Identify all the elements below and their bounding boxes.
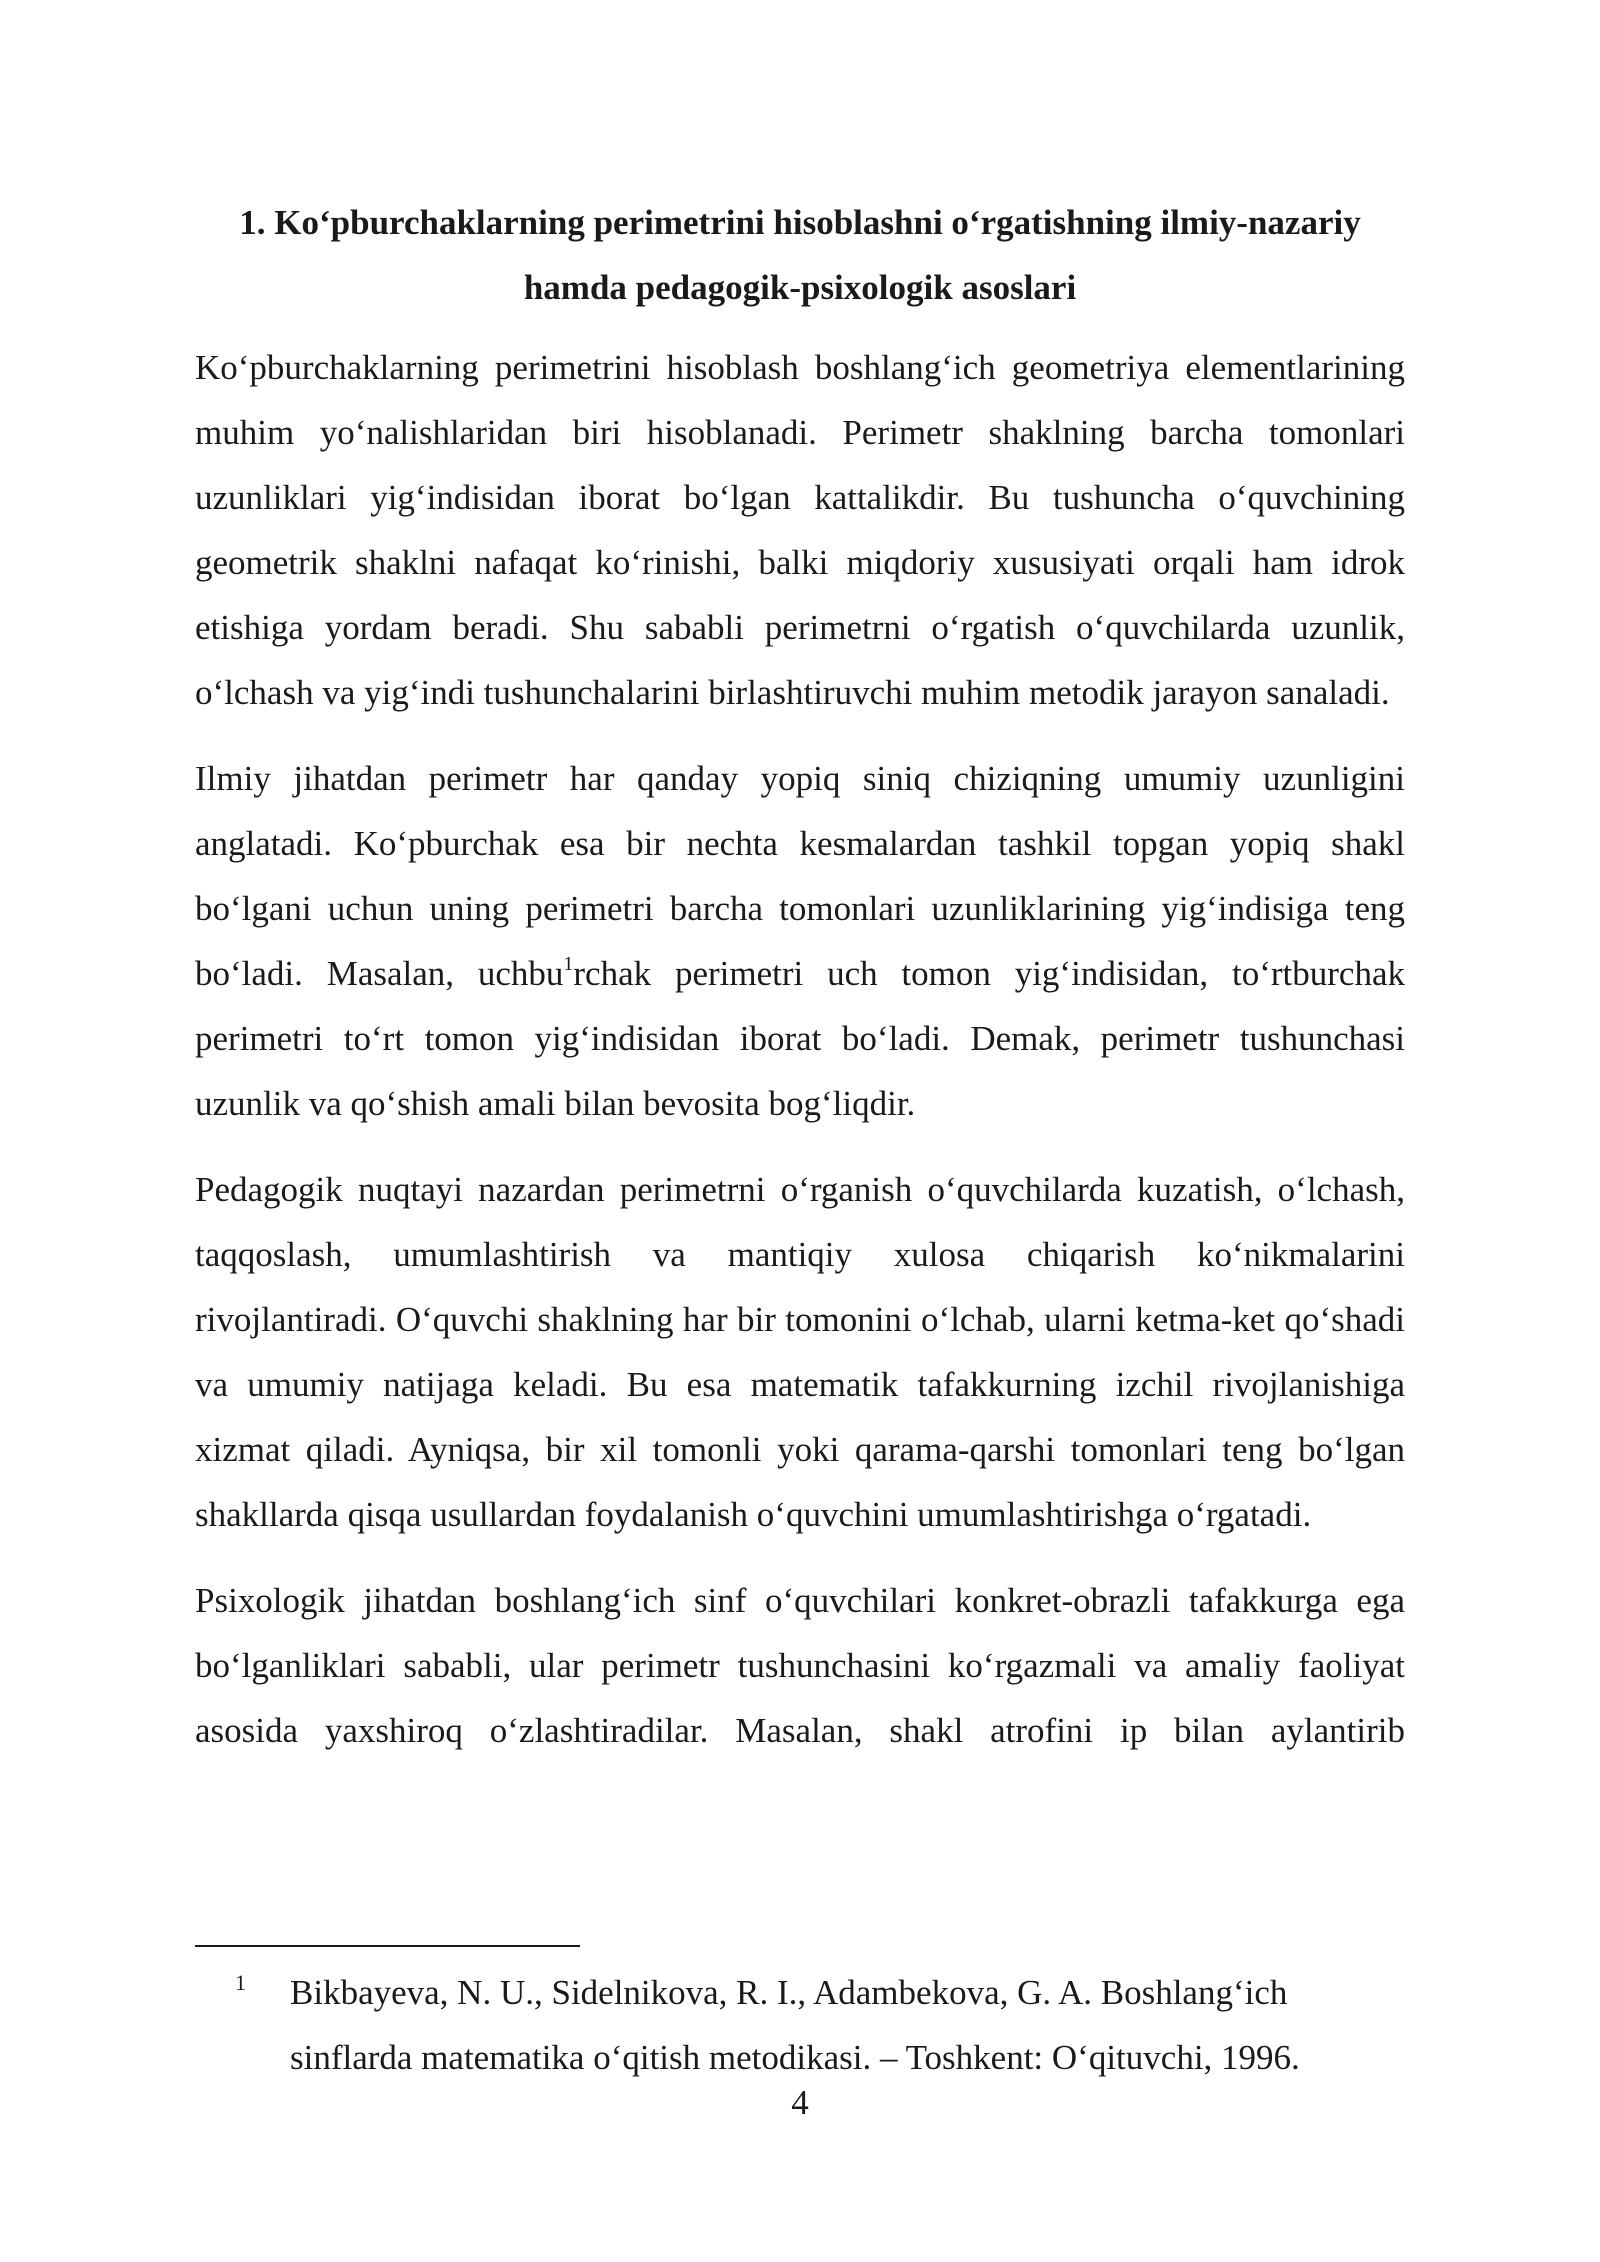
paragraph-2-before-note: Ilmiy jihatdan perimetr har qanday yopiq siniq chiziqning umumiy uzunligini anglatadi. Ko‘pburchak esa bir nechta kesmalardan tashkil topgan yopiq shakl bo‘lgani uchun uning perimetri barcha tomonlari uzunliklarining yig‘indisiga teng bo‘ladi. Masalan, uchbu (195, 759, 1405, 993)
page-content (195, 0, 1405, 2262)
paragraph-2-after-note: rchak perimetri uch tomon yig‘indisidan, to‘rtburchak perimetri to‘rt tomon yig‘indisidan iborat bo‘ladi. Demak, perimetr tushunchasi uzunlik va qo‘shish amali bilan bevosita bog‘liqdir. (195, 954, 1405, 1123)
paragraph-2 (195, 746, 1405, 1136)
page-number: 4 (791, 2083, 809, 2122)
paragraph-4: Psixologik jihatdan boshlang‘ich sinf o‘quvchilari konkret-obrazli tafakkurga ega bo‘lganliklari sababli, ular perimetr tushunchasini ko‘rgazmali va amaliy faoliyat asosida yaxshiroq o‘zlashtiradilar. Masalan, shakl atrofini ip bilan aylantirib (195, 1581, 1405, 1750)
paragraph-1: Ko‘pburchaklarning perimetrini hisoblash boshlang‘ich geometriya elementlarining muhim yo‘nalishlaridan biri hisoblanadi. Perimetr shaklning barcha tomonlari uzunliklari yig‘indisidan iborat bo‘lgan kattalikdir. Bu tushuncha o‘quvchining geometrik shaklni nafaqat ko‘rinishi, balki miqdoriy xususiyati orqali ham idrok etishiga yordam beradi. Shu sababli perimetrni o‘rgatish o‘quvchilarda uzunlik, o‘lchash va yig‘indi tushunchalarini birlashtiruvchi muhim metodik jarayon sanaladi. (195, 348, 1405, 712)
footnote-text: Bikbayeva, N. U., Sidelnikova, R. I., Adambekova, G. A. Boshlang‘ich sinflarda matematika o‘qitish metodikasi. – Toshkent: O‘qituvchi, 1996. (290, 1973, 1300, 2077)
footnote-reference[interactable]: 1 (563, 953, 574, 976)
section-heading: 1. Ko‘pburchaklarning perimetrini hisoblashni o‘rgatishning ilmiy-nazariy hamda pedagogik-psixologik asoslari (239, 203, 1361, 307)
paragraph-3: Pedagogik nuqtayi nazardan perimetrni o‘rganish o‘quvchilarda kuzatish, o‘lchash, taqqoslash, umumlashtirish va mantiqiy xulosa chiqarish ko‘nikmalarini rivojlantiradi. O‘quvchi shaklning har bir tomonini o‘lchab, ularni ketma-ket qo‘shadi va umumiy natijaga keladi. Bu esa matematik tafakkurning izchil rivojlanishiga xizmat qiladi. Ayniqsa, bir xil tomonli yoki qarama-qarshi tomonlari teng bo‘lgan shakllarda qisqa usullardan foydalanish o‘quvchini umumlashtirishga o‘rgatadi. (195, 1170, 1405, 1534)
footnote-mark: 1 (235, 1970, 246, 1995)
body-text (195, 335, 1405, 1763)
footnote-separator (195, 1945, 580, 1947)
